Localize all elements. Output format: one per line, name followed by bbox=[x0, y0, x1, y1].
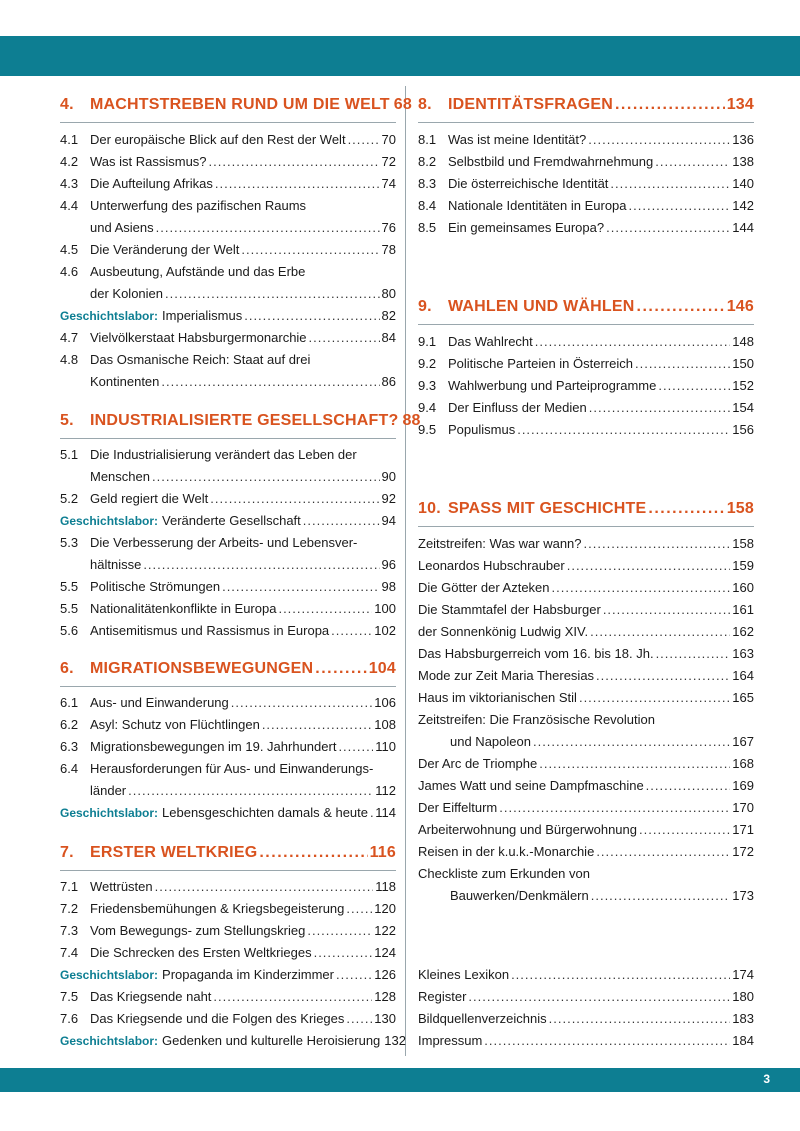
toc-entry[interactable]: Der Arc de Triomphe ..... 168 bbox=[418, 755, 754, 773]
toc-entry[interactable]: Checkliste zum Erkunden von bbox=[418, 866, 590, 881]
toc-entry[interactable]: 9.4 Der Einfluss der Medien ..... 154 bbox=[418, 399, 754, 417]
toc-entry-continued[interactable]: hältnisse ..... 96 bbox=[60, 556, 396, 574]
geschichtslabor-entry[interactable]: Geschichtslabor: Veränderte Gesellschaft ..... 94 bbox=[60, 512, 396, 530]
toc-entry-continued[interactable]: der Kolonien ..... 80 bbox=[60, 285, 396, 303]
heading-rule bbox=[418, 324, 754, 325]
toc-entry[interactable]: 9.3 Wahlwerbung und Parteiprogramme ..... 152 bbox=[418, 377, 754, 395]
chapter-heading[interactable]: 8. IDENTITÄTSFRAGEN ..... 134 bbox=[418, 96, 754, 114]
toc-entry[interactable]: 7.5 Das Kriegsende naht ..... 128 bbox=[60, 988, 396, 1006]
toc-entry[interactable]: 6.4 Herausforderungen für Aus- und Einwanderungs- bbox=[60, 761, 374, 776]
toc-entry[interactable]: James Watt und seine Dampfmaschine ..... 169 bbox=[418, 777, 754, 795]
toc-entry-continued[interactable]: Kontinenten ..... 86 bbox=[60, 373, 396, 391]
toc-entry[interactable]: 5.2 Geld regiert die Welt ..... 92 bbox=[60, 490, 396, 508]
toc-entry[interactable]: 5.5 Nationalitätenkonflikte in Europa ..... 100 bbox=[60, 600, 396, 618]
heading-rule bbox=[60, 122, 396, 123]
geschichtslabor-entry[interactable]: Geschichtslabor: Gedenken und kulturelle Heroisierung 132 bbox=[60, 1033, 406, 1048]
geschichtslabor-entry[interactable]: Geschichtslabor: Propaganda im Kinderzimmer ..... 126 bbox=[60, 966, 396, 984]
toc-entry[interactable]: 4.4 Unterwerfung des pazifischen Raums bbox=[60, 198, 307, 213]
geschichtslabor-entry[interactable]: Geschichtslabor: Imperialismus ..... 82 bbox=[60, 307, 396, 325]
toc-entry[interactable]: 9.2 Politische Parteien in Österreich ..... 150 bbox=[418, 355, 754, 373]
toc-entry[interactable]: Bildquellenverzeichnis ..... 183 bbox=[418, 1010, 754, 1028]
geschichtslabor-entry[interactable]: Geschichtslabor: Lebensgeschichten damals & heute ..... 114 bbox=[60, 804, 396, 822]
toc-entry-continued[interactable]: länder ..... 112 bbox=[60, 782, 396, 800]
chapter-heading[interactable]: 4. MACHTSTREBEN RUND UM DIE WELT 68 bbox=[60, 96, 412, 113]
toc-entry[interactable]: 8.1 Was ist meine Identität? ..... 136 bbox=[418, 131, 754, 149]
toc-entry[interactable]: 8.3 Die österreichische Identität ..... 140 bbox=[418, 175, 754, 193]
page-number: 3 bbox=[763, 1072, 770, 1086]
toc-entry[interactable]: 9.5 Populismus ..... 156 bbox=[418, 421, 754, 439]
toc-entry[interactable]: 4.5 Die Veränderung der Welt ..... 78 bbox=[60, 241, 396, 259]
toc-entry[interactable]: 8.2 Selbstbild und Fremdwahrnehmung ..... 138 bbox=[418, 153, 754, 171]
heading-rule bbox=[418, 526, 754, 527]
toc-entry[interactable]: Register ..... 180 bbox=[418, 988, 754, 1006]
toc-entry[interactable]: 7.2 Friedensbemühungen & Kriegsbegeisterung ..... 120 bbox=[60, 900, 396, 918]
toc-entry-continued[interactable]: Menschen ..... 90 bbox=[60, 468, 396, 486]
toc-entry-continued[interactable]: und Napoleon ..... 167 bbox=[418, 733, 754, 751]
toc-entry[interactable]: Reisen in der k.u.k.-Monarchie ..... 172 bbox=[418, 843, 754, 861]
chapter-heading[interactable]: 10. SPASS MIT GESCHICHTE ..... 158 bbox=[418, 500, 754, 518]
toc-entry[interactable]: 5.3 Die Verbesserung der Arbeits- und Lebensver- bbox=[60, 535, 358, 550]
toc-entry[interactable]: Leonardos Hubschrauber ..... 159 bbox=[418, 557, 754, 575]
toc-entry[interactable]: 7.3 Vom Bewegungs- zum Stellungskrieg ..... 122 bbox=[60, 922, 396, 940]
toc-entry[interactable]: 4.8 Das Osmanische Reich: Staat auf drei bbox=[60, 352, 311, 367]
toc-entry[interactable]: Zeitstreifen: Die Französische Revolution bbox=[418, 712, 655, 727]
toc-entry[interactable]: 4.6 Ausbeutung, Aufstände und das Erbe bbox=[60, 264, 306, 279]
toc-entry[interactable]: Die Götter der Azteken ..... 160 bbox=[418, 579, 754, 597]
chapter-heading[interactable]: 7. ERSTER WELTKRIEG ..... 116 bbox=[60, 844, 396, 862]
toc-entry[interactable]: 4.7 Vielvölkerstaat Habsburgermonarchie ..... 84 bbox=[60, 329, 396, 347]
toc-entry[interactable]: 5.5 Politische Strömungen ..... 98 bbox=[60, 578, 396, 596]
toc-entry[interactable]: Der Eiffelturm ..... 170 bbox=[418, 799, 754, 817]
toc-entry[interactable]: 6.1 Aus- und Einwanderung ..... 106 bbox=[60, 694, 396, 712]
toc-entry[interactable]: 5.1 Die Industrialisierung verändert das Leben der bbox=[60, 447, 357, 462]
toc-entry[interactable]: 7.4 Die Schrecken des Ersten Weltkrieges ..... 124 bbox=[60, 944, 396, 962]
toc-entry[interactable]: 4.3 Die Aufteilung Afrikas ..... 74 bbox=[60, 175, 396, 193]
toc-entry[interactable]: Das Habsburgerreich vom 16. bis 18. Jh. ..... 163 bbox=[418, 645, 754, 663]
toc-entry[interactable]: Mode zur Zeit Maria Theresias ..... 164 bbox=[418, 667, 754, 685]
toc-entry[interactable]: Die Stammtafel der Habsburger ..... 161 bbox=[418, 601, 754, 619]
chapter-heading[interactable]: 9. WAHLEN UND WÄHLEN ..... 146 bbox=[418, 298, 754, 316]
heading-rule bbox=[60, 686, 396, 687]
toc-entry[interactable]: Haus im viktorianischen Stil ..... 165 bbox=[418, 689, 754, 707]
toc-entry[interactable]: der Sonnenkönig Ludwig XIV. ..... 162 bbox=[418, 623, 754, 641]
chapter-heading[interactable]: 5. INDUSTRIALISIERTE GESELLSCHAFT? 88 bbox=[60, 412, 421, 429]
toc-entry[interactable]: 7.6 Das Kriegsende und die Folgen des Krieges ..... 130 bbox=[60, 1010, 396, 1028]
column-divider bbox=[405, 86, 406, 1056]
toc-entry[interactable]: 5.6 Antisemitismus und Rassismus in Europa ..... 102 bbox=[60, 622, 396, 640]
toc-entry[interactable]: 6.2 Asyl: Schutz von Flüchtlingen ..... 108 bbox=[60, 716, 396, 734]
heading-rule bbox=[60, 870, 396, 871]
toc-entry[interactable]: 6.3 Migrationsbewegungen im 19. Jahrhundert ..... 110 bbox=[60, 738, 396, 756]
toc-entry[interactable]: Kleines Lexikon ..... 174 bbox=[418, 966, 754, 984]
toc-entry[interactable]: 4.1 Der europäische Blick auf den Rest der Welt ..... 70 bbox=[60, 131, 396, 149]
toc-entry[interactable]: Impressum ..... 184 bbox=[418, 1032, 754, 1050]
toc-entry[interactable]: 7.1 Wettrüsten ..... 118 bbox=[60, 878, 396, 896]
toc-entry[interactable]: 4.2 Was ist Rassismus? ..... 72 bbox=[60, 153, 396, 171]
toc-entry-continued[interactable]: und Asiens ..... 76 bbox=[60, 219, 396, 237]
bottom-color-band bbox=[0, 1068, 800, 1092]
toc-entry[interactable]: 8.4 Nationale Identitäten in Europa ..... 142 bbox=[418, 197, 754, 215]
toc-entry[interactable]: Arbeiterwohnung und Bürgerwohnung ..... 171 bbox=[418, 821, 754, 839]
chapter-heading[interactable]: 6. MIGRATIONSBEWEGUNGEN ..... 104 bbox=[60, 660, 396, 678]
heading-rule bbox=[60, 438, 396, 439]
toc-entry-continued[interactable]: Bauwerken/Denkmälern ..... 173 bbox=[418, 887, 754, 905]
toc-entry[interactable]: Zeitstreifen: Was war wann? ..... 158 bbox=[418, 535, 754, 553]
toc-entry[interactable]: 8.5 Ein gemeinsames Europa? ..... 144 bbox=[418, 219, 754, 237]
top-color-band bbox=[0, 36, 800, 76]
heading-rule bbox=[418, 122, 754, 123]
toc-entry[interactable]: 9.1 Das Wahlrecht ..... 148 bbox=[418, 333, 754, 351]
